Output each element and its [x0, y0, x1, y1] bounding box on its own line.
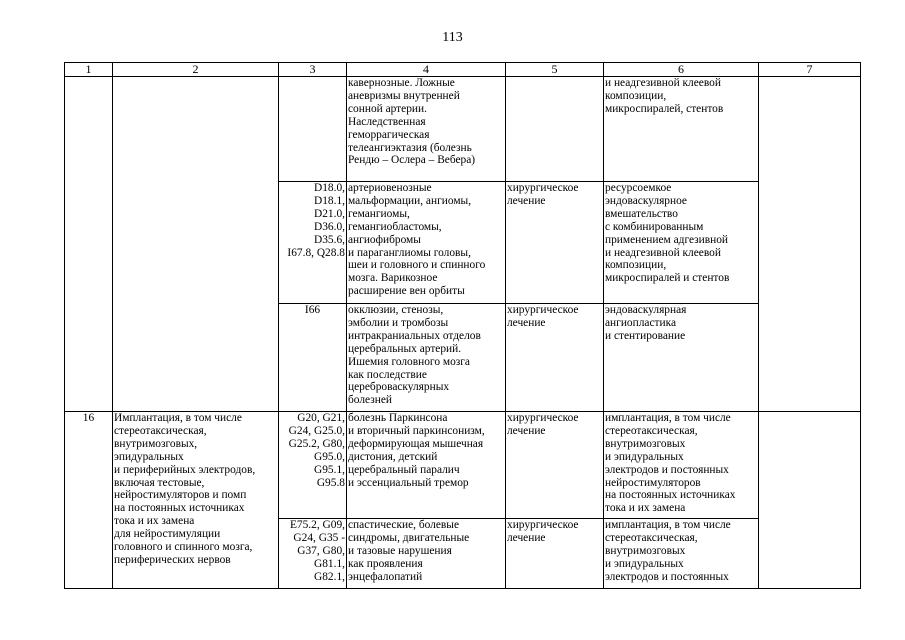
cell-group-number: [65, 77, 113, 412]
cell-icd-codes: G20, G21, G24, G25.0, G25.2, G80, G95.0, G95.1, G95.8: [279, 412, 347, 519]
cell-treatment-type: [506, 77, 604, 182]
table-row: [65, 412, 861, 519]
cell-diagnosis: окклюзии, стенозы, эмболии и тромбозы интракраниальных отделов церебральных артерий. Ишемия головного мозга как последствие цереброваскулярных болезней: [347, 304, 506, 412]
cell-method: имплантация, в том числе стереотаксическая, внутримозговых и эпидуральных электродов и постоянных: [604, 519, 759, 589]
cell-method: ресурсоемкое эндоваскулярное вмешательство с комбинированным применением адгезивной и неадгезивной клеевой композиции, микроспиралей и стентов: [604, 182, 759, 304]
cell-icd-codes: [279, 77, 347, 182]
cell-treatment-type: хирургическое лечение: [506, 182, 604, 304]
cell-icd-codes: E75.2, G09, G24, G35 - G37, G80, G81.1, G82.1,: [279, 519, 347, 589]
cell-norm: [759, 77, 861, 412]
page-number: 113: [442, 30, 463, 45]
column-header-5: 5: [506, 63, 604, 77]
column-header-3: 3: [279, 63, 347, 77]
cell-norm: [759, 412, 861, 589]
cell-icd-codes: I66: [279, 304, 347, 412]
cell-intervention-name: [113, 77, 279, 412]
cell-icd-codes: D18.0, D18.1, D21.0, D36.0, D35.6, I67.8, Q28.8: [279, 182, 347, 304]
cell-method: имплантация, в том числе стереотаксическая, внутримозговых и эпидуральных электродов и постоянных нейростимуляторов на постоянных источниках тока и их замена: [604, 412, 759, 519]
cell-treatment-type: хирургическое лечение: [506, 519, 604, 589]
cell-treatment-type: хирургическое лечение: [506, 304, 604, 412]
table-row: [65, 77, 861, 182]
cell-diagnosis: болезнь Паркинсона и вторичный паркинсонизм, деформирующая мышечная дистония, детский церебральный паралич и эссенциальный тремор: [347, 412, 506, 519]
column-header-6: 6: [604, 63, 759, 77]
column-header-7: 7: [759, 63, 861, 77]
cell-diagnosis: спастические, болевые синдромы, двигательные и тазовые нарушения как проявления энцефалопатий: [347, 519, 506, 589]
cell-method: эндоваскулярная ангиопластика и стентирование: [604, 304, 759, 412]
procedures-table: [64, 62, 861, 589]
column-number-row: [65, 63, 861, 77]
cell-group-number: 16: [65, 412, 113, 589]
column-header-2: 2: [113, 63, 279, 77]
cell-diagnosis: артериовенозные мальформации, ангиомы, гемангиомы, гемангиобластомы, ангиофибромы и параганглиомы головы, шеи и головного и спинного мозга. Варикозное расширение вен орбиты: [347, 182, 506, 304]
cell-diagnosis: кавернозные. Ложные аневризмы внутренней сонной артерии. Наследственная геморрагическая телеангиэктазия (болезнь Рендю – Ослера – Вебера): [347, 77, 506, 182]
column-header-4: 4: [347, 63, 506, 77]
cell-method: и неадгезивной клеевой композиции, микроспиралей, стентов: [604, 77, 759, 182]
cell-treatment-type: хирургическое лечение: [506, 412, 604, 519]
cell-intervention-name: Имплантация, в том числе стереотаксическая, внутримозговых, эпидуральных и периферийных электродов, включая тестовые, нейростимуляторов и помп на постоянных источниках тока и их замена для нейростимуляции головного и спинного мозга, периферических нервов: [113, 412, 279, 589]
column-header-1: 1: [65, 63, 113, 77]
